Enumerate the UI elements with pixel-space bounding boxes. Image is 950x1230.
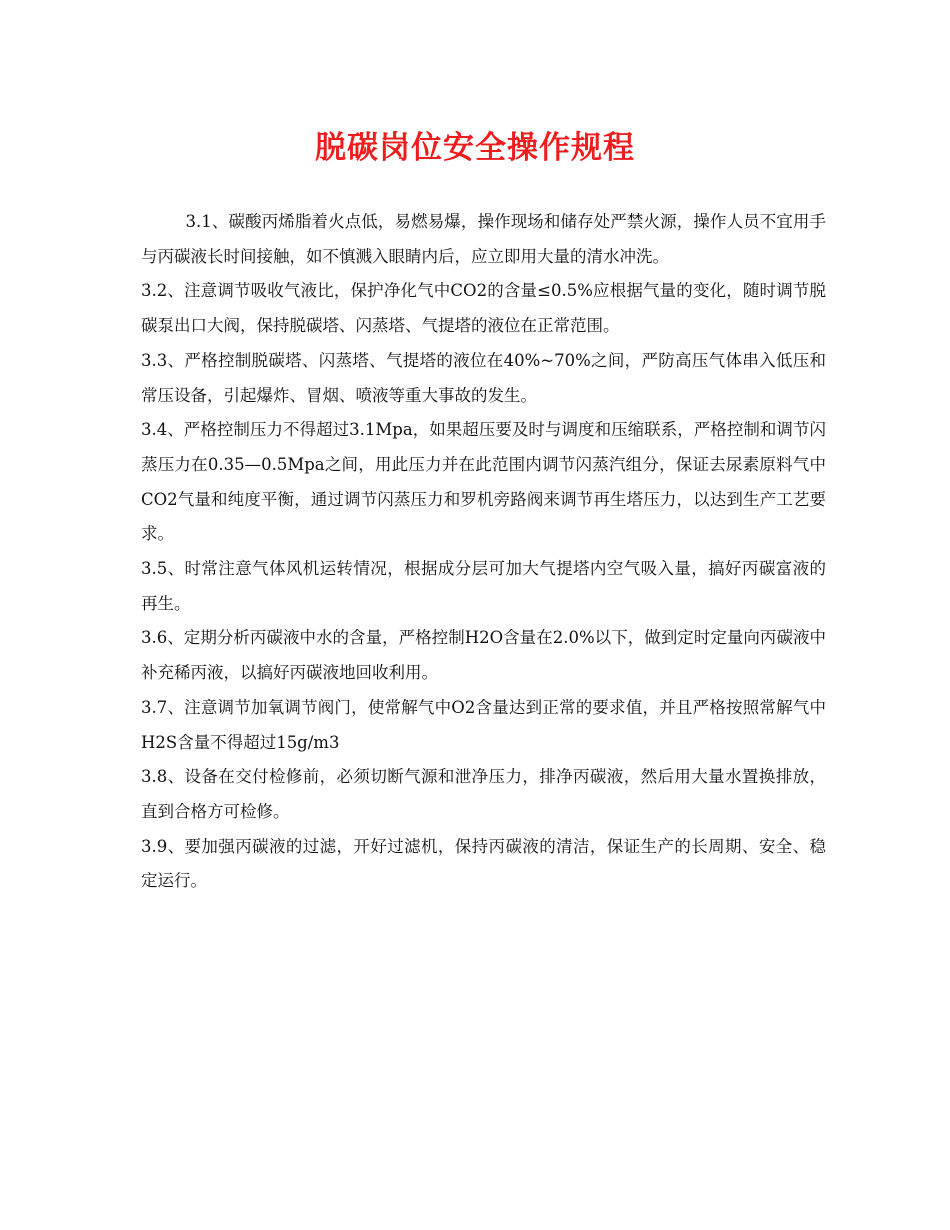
paragraph-3-2: 3.2、注意调节吸收气液比，保护净化气中CO2的含量≤0.5%应根据气量的变化，随时调节脱碳泵出口大阀，保持脱碳塔、闪蒸塔、气提塔的液位在正常范围。 bbox=[141, 281, 826, 336]
paragraph-3-3: 3.3、严格控制脱碳塔、闪蒸塔、气提塔的液位在40%~70%之间，严防高压气体串入低压和常压设备，引起爆炸、冒烟、喷液等重大事故的发生。 bbox=[141, 350, 826, 405]
paragraph-3-6: 3.6、定期分析丙碳液中水的含量，严格控制H2O含量在2.0%以下，做到定时定量向丙碳液中补充稀丙液，以搞好丙碳液地回收利用。 bbox=[141, 628, 826, 683]
paragraph-3-8: 3.8、设备在交付检修前，必须切断气源和泄净压力，排净丙碳液，然后用大量水置换排放，直到合格方可检修。 bbox=[141, 767, 826, 821]
paragraph-3-7: 3.7、注意调节加氧调节阀门，使常解气中O2含量达到正常的要求值，并且严格按照常解气中H2S含量不得超过15g/m3 bbox=[141, 697, 826, 752]
paragraph-3-1: 3.1、碳酸丙烯脂着火点低，易燃易爆，操作现场和储存处严禁火源，操作人员不宜用手与丙碳液长时间接触，如不慎溅入眼睛内后，应立即用大量的清水冲洗。 bbox=[141, 212, 826, 266]
paragraph-3-5: 3.5、时常注意气体风机运转情况，根据成分层可加大气提塔内空气吸入量，搞好丙碳富液的再生。 bbox=[141, 559, 826, 613]
paragraph-3-9: 3.9、要加强丙碳液的过滤，开好过滤机，保持丙碳液的清洁，保证生产的长周期、安全、稳定运行。 bbox=[141, 836, 826, 891]
paragraph-3-4: 3.4、严格控制压力不得超过3.1Mpa，如果超压要及时与调度和压缩联系，严格控制和调节闪蒸压力在0.35—0.5Mpa之间，用此压力并在此范围内调节闪蒸汽组分，保证去尿素原料气中CO2气量和纯度平衡，通过调节闪蒸压力和罗机旁路阀来调节再生塔压力，以达到生产工艺要求。 bbox=[141, 420, 826, 544]
document-title: 脱碳岗位安全操作规程 bbox=[315, 130, 635, 166]
document-body bbox=[141, 205, 826, 899]
